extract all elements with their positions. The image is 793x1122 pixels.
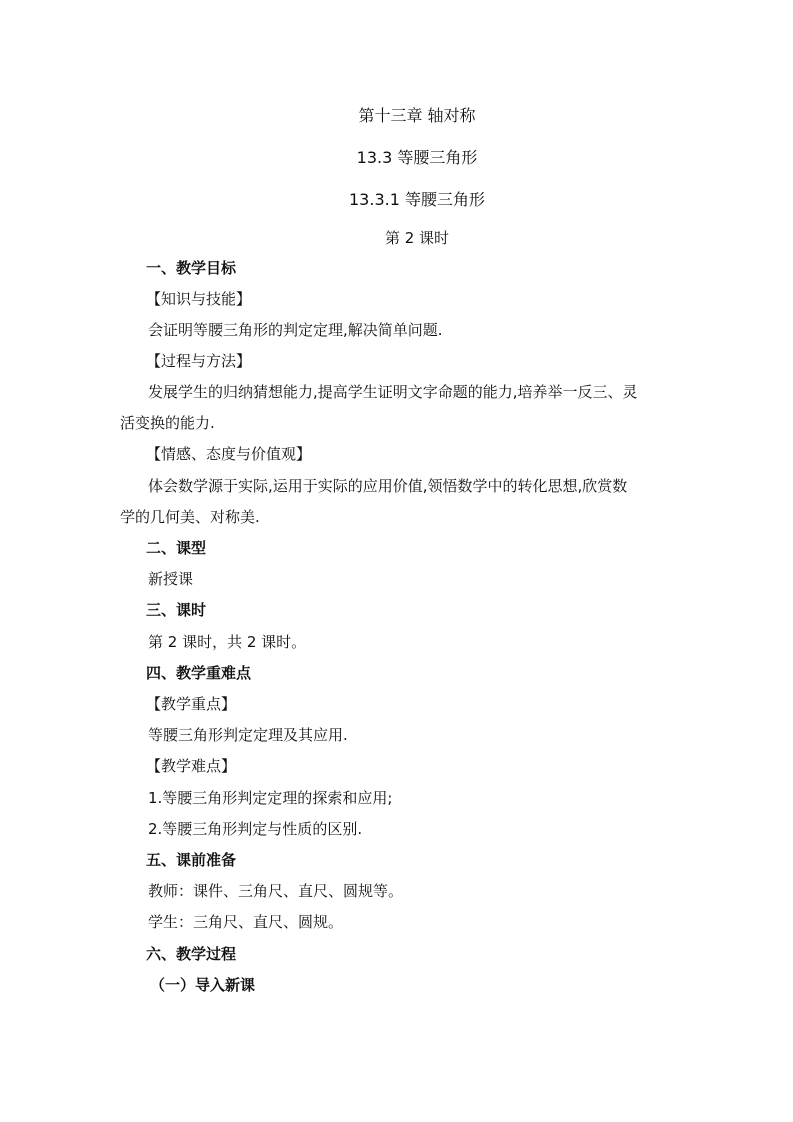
knowledge-text: 会证明等腰三角形的判定定理,解决简单问题.: [148, 321, 443, 339]
chapter-title: 第十三章 轴对称: [358, 106, 476, 125]
emotion-text-line-2: 学的几何美、对称美.: [120, 508, 260, 526]
heading-class-hours: 三、课时: [146, 601, 207, 619]
difficult-point-1: 1.等腰三角形判定定理的探索和应用;: [148, 789, 393, 807]
process-text-line-1: 发展学生的归纳猜想能力,提高学生证明文字命题的能力,培养举一反三、灵: [148, 383, 638, 401]
key-points-text: 等腰三角形判定定理及其应用.: [148, 726, 348, 744]
class-hours-text: 第 2 课时，共 2 课时。: [148, 633, 307, 651]
student-preparation: 学生：三角尺、直尺、圆规。: [148, 913, 344, 931]
teacher-preparation: 教师：课件、三角尺、直尺、圆规等。: [148, 882, 404, 900]
emotion-text-line-1: 体会数学源于实际,运用于实际的应用价值,领悟数学中的转化思想,欣赏数: [148, 477, 628, 495]
difficult-point-2: 2.等腰三角形判定与性质的区别.: [148, 820, 363, 838]
heading-emotion-attitude: 【情感、态度与价值观】: [146, 445, 312, 463]
heading-teaching-process: 六、教学过程: [146, 945, 237, 963]
heading-teaching-goals: 一、教学目标: [146, 259, 237, 277]
heading-key-points: 【教学重点】: [146, 695, 237, 713]
subsection-title: 13.3.1 等腰三角形: [349, 190, 485, 209]
process-text-line-2: 活变换的能力.: [120, 414, 215, 432]
heading-knowledge-skills: 【知识与技能】: [146, 290, 252, 308]
heading-difficult-points: 【教学难点】: [146, 757, 237, 775]
heading-key-difficult: 四、教学重难点: [146, 664, 252, 682]
heading-process-method: 【过程与方法】: [146, 352, 252, 370]
subheading-introduction: （一）导入新课: [150, 976, 256, 994]
heading-preparation: 五、课前准备: [146, 851, 237, 869]
lesson-number: 第 2 课时: [384, 229, 450, 247]
heading-lesson-type: 二、课型: [146, 539, 207, 557]
section-title: 13.3 等腰三角形: [356, 148, 478, 167]
lesson-type-text: 新授课: [148, 570, 194, 588]
